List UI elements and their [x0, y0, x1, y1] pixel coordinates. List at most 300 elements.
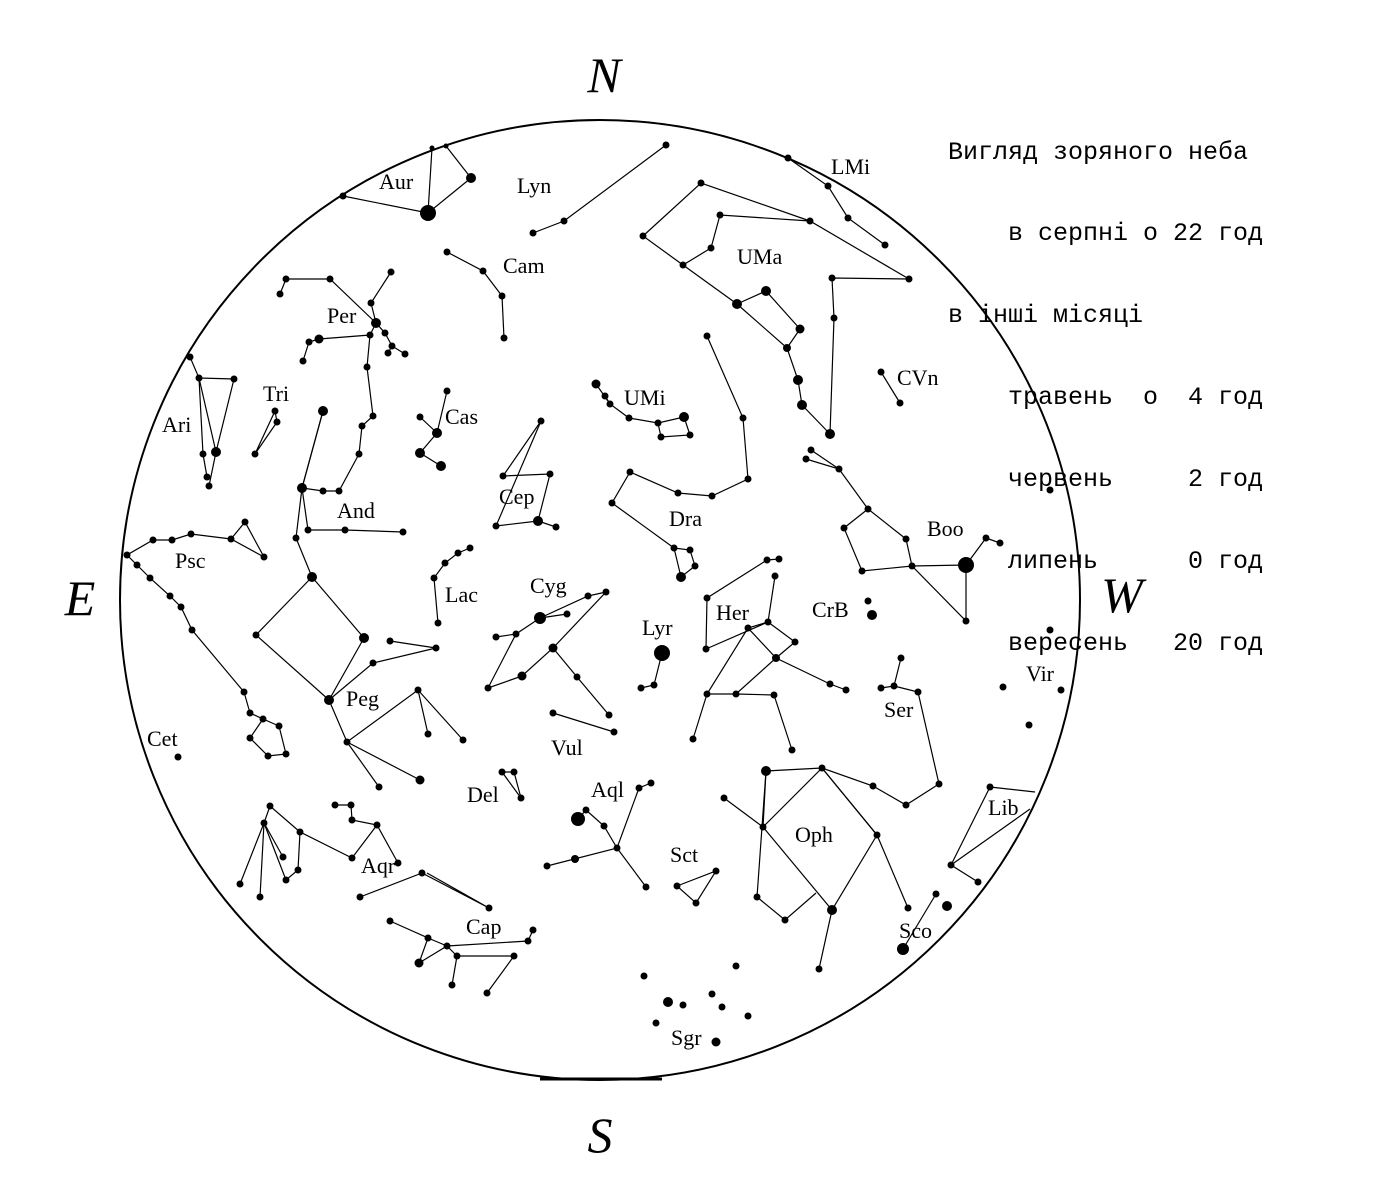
- star: [891, 683, 898, 690]
- label-vul: Vul: [551, 735, 583, 760]
- star: [933, 891, 940, 898]
- star: [942, 901, 952, 911]
- star: [500, 473, 507, 480]
- star: [601, 823, 608, 830]
- star: [449, 982, 456, 989]
- star: [761, 766, 771, 776]
- star: [242, 519, 249, 526]
- star: [454, 953, 461, 960]
- star: [574, 674, 581, 681]
- constellation-line: [302, 335, 373, 491]
- star: [348, 802, 355, 809]
- label-sgr: Sgr: [671, 1025, 702, 1050]
- star: [975, 879, 982, 886]
- star: [276, 723, 283, 730]
- star: [583, 807, 590, 814]
- constellation-line: [360, 873, 489, 908]
- star: [370, 660, 377, 667]
- constellation-line: [547, 848, 646, 887]
- star: [614, 845, 621, 852]
- star: [167, 593, 174, 600]
- star: [387, 638, 394, 645]
- star: [395, 860, 402, 867]
- star: [485, 685, 492, 692]
- label-dra: Dra: [669, 506, 702, 531]
- star: [460, 737, 467, 744]
- star: [836, 466, 843, 473]
- star: [592, 380, 601, 389]
- label-vir: Vir: [1026, 661, 1055, 686]
- star: [247, 735, 254, 742]
- label-and: And: [337, 498, 375, 523]
- star: [845, 215, 852, 222]
- star: [898, 655, 905, 662]
- star: [327, 276, 334, 283]
- star: [793, 375, 803, 385]
- constellation-line: [811, 450, 839, 469]
- star: [416, 776, 425, 785]
- star: [387, 918, 394, 925]
- star: [261, 554, 268, 561]
- star: [435, 620, 442, 627]
- constellation-line: [748, 622, 846, 690]
- horizon-circle: [120, 120, 1080, 1080]
- star: [300, 358, 307, 365]
- direction-east: E: [64, 570, 96, 626]
- constellation-line: [819, 835, 877, 969]
- star: [280, 854, 287, 861]
- label-lib: Lib: [988, 795, 1019, 820]
- constellation-line: [763, 768, 908, 908]
- label-lyn: Lyn: [517, 173, 552, 198]
- star: [134, 562, 141, 569]
- star: [909, 563, 916, 570]
- star: [825, 429, 835, 439]
- label-umi: UMi: [624, 385, 666, 410]
- star: [807, 218, 814, 225]
- star: [602, 393, 609, 400]
- star: [703, 646, 710, 653]
- star: [803, 456, 810, 463]
- star: [511, 953, 518, 960]
- star: [761, 286, 771, 296]
- star: [493, 523, 500, 530]
- info-line-5: червень 2 год: [948, 465, 1264, 495]
- constellation-line: [736, 694, 792, 750]
- label-tri: Tri: [263, 381, 290, 406]
- star: [643, 884, 650, 891]
- star: [277, 291, 284, 298]
- star: [903, 536, 910, 543]
- star: [359, 423, 366, 430]
- star: [241, 689, 248, 696]
- star: [680, 262, 687, 269]
- star: [425, 731, 432, 738]
- star: [831, 315, 838, 322]
- star: [364, 364, 371, 371]
- stars: [124, 142, 1065, 1047]
- constellation-line: [209, 452, 216, 486]
- star: [704, 333, 711, 340]
- star: [320, 488, 327, 495]
- star: [332, 802, 339, 809]
- star: [740, 415, 747, 422]
- star: [376, 784, 383, 791]
- label-sco: Sco: [899, 918, 932, 943]
- star: [525, 938, 532, 945]
- star: [324, 695, 334, 705]
- star: [906, 276, 913, 283]
- star: [638, 685, 645, 692]
- constellation-line: [260, 823, 264, 897]
- constellation-line: [240, 806, 300, 884]
- star: [344, 739, 351, 746]
- star: [196, 375, 203, 382]
- star: [987, 784, 994, 791]
- star: [776, 556, 783, 563]
- star: [538, 418, 545, 425]
- star: [265, 753, 272, 760]
- label-cet: Cet: [147, 726, 178, 751]
- star: [878, 369, 885, 376]
- star: [808, 447, 815, 454]
- star: [789, 747, 796, 754]
- label-lac: Lac: [445, 582, 478, 607]
- star: [204, 474, 211, 481]
- star: [368, 300, 375, 307]
- star: [382, 330, 389, 337]
- star: [466, 173, 476, 183]
- star: [651, 682, 658, 689]
- constellation-line: [951, 787, 990, 882]
- star: [687, 432, 694, 439]
- direction-west: W: [1101, 567, 1143, 623]
- star: [257, 894, 264, 901]
- star: [721, 795, 728, 802]
- star: [733, 691, 740, 698]
- label-del: Del: [467, 782, 499, 807]
- star: [150, 537, 157, 544]
- star: [692, 563, 699, 570]
- star: [607, 401, 614, 408]
- star: [772, 654, 780, 662]
- info-line-2: в серпні о 22 год: [948, 219, 1264, 249]
- label-cyg: Cyg: [530, 573, 567, 598]
- star: [547, 471, 554, 478]
- constellation-line: [677, 871, 716, 903]
- constellation-line: [296, 411, 323, 577]
- label-crb: CrB: [812, 597, 849, 622]
- star: [676, 572, 686, 582]
- star: [340, 193, 347, 200]
- star: [283, 751, 290, 758]
- star: [760, 824, 767, 831]
- star: [663, 142, 670, 149]
- star: [499, 769, 506, 776]
- star: [388, 269, 395, 276]
- label-ari: Ari: [162, 412, 192, 437]
- star: [905, 905, 912, 912]
- star: [305, 527, 312, 534]
- star: [655, 420, 662, 427]
- star: [1000, 684, 1007, 691]
- star: [385, 350, 392, 357]
- star: [425, 935, 432, 942]
- star: [903, 802, 910, 809]
- constellation-line: [553, 648, 609, 715]
- info-line-3: в інші місяці: [948, 301, 1144, 331]
- star: [878, 685, 885, 692]
- star: [732, 299, 742, 309]
- star: [709, 493, 716, 500]
- star: [709, 991, 716, 998]
- constellation-line: [418, 690, 428, 734]
- star: [745, 1013, 752, 1020]
- star: [530, 927, 537, 934]
- star: [936, 781, 943, 788]
- label-psc: Psc: [175, 548, 206, 573]
- star: [486, 905, 493, 912]
- star: [785, 155, 792, 162]
- star: [843, 687, 850, 694]
- star: [874, 832, 881, 839]
- star: [782, 917, 789, 924]
- constellation-lines: [127, 145, 1035, 993]
- label-ser: Ser: [884, 697, 914, 722]
- star: [687, 547, 694, 554]
- star: [690, 736, 697, 743]
- star: [189, 627, 196, 634]
- star: [627, 469, 634, 476]
- star: [915, 689, 922, 696]
- label-cas: Cas: [445, 404, 478, 429]
- star: [671, 545, 678, 552]
- constellation-line: [612, 336, 748, 577]
- star: [370, 413, 377, 420]
- constellation-line: [533, 145, 666, 233]
- star: [147, 575, 154, 582]
- constellation-line: [488, 592, 606, 688]
- star: [415, 448, 425, 458]
- star: [400, 529, 407, 536]
- star: [611, 729, 618, 736]
- info-line-1: Вигляд зоряного неба: [948, 137, 1249, 167]
- star: [564, 611, 571, 618]
- constellation-line: [347, 742, 379, 787]
- star: [606, 712, 613, 719]
- star: [178, 604, 185, 611]
- star: [188, 531, 195, 538]
- label-sct: Sct: [670, 842, 699, 867]
- star: [501, 335, 508, 342]
- star: [530, 230, 537, 237]
- star: [648, 780, 655, 787]
- star: [719, 1004, 726, 1011]
- star: [187, 354, 194, 361]
- star: [417, 414, 424, 421]
- star: [827, 681, 834, 688]
- star: [733, 963, 740, 970]
- constellation-line: [881, 658, 901, 688]
- star: [371, 318, 381, 328]
- star: [561, 218, 568, 225]
- star: [765, 619, 772, 626]
- star: [231, 376, 238, 383]
- star: [658, 434, 665, 441]
- star: [420, 205, 436, 221]
- star: [518, 672, 527, 681]
- star: [948, 862, 955, 869]
- star: [293, 535, 300, 542]
- star: [336, 488, 343, 495]
- star: [708, 245, 715, 252]
- label-lmi: LMi: [831, 154, 871, 179]
- label-aur: Aur: [379, 169, 414, 194]
- star: [571, 855, 579, 863]
- star: [356, 451, 363, 458]
- star: [865, 506, 872, 513]
- label-cap: Cap: [466, 914, 502, 939]
- star: [419, 870, 426, 877]
- star: [533, 516, 543, 526]
- direction-south: S: [587, 1107, 613, 1163]
- star: [415, 959, 424, 968]
- star: [603, 589, 610, 596]
- constellation-line: [428, 148, 432, 213]
- star: [680, 1002, 687, 1009]
- star: [841, 525, 848, 532]
- star: [306, 339, 313, 346]
- label-uma: UMa: [737, 244, 783, 269]
- star: [274, 419, 281, 426]
- star: [260, 716, 267, 723]
- star: [261, 820, 268, 827]
- star: [247, 710, 254, 717]
- constellation-line: [502, 772, 521, 798]
- star: [211, 447, 221, 457]
- star: [444, 388, 451, 395]
- star: [283, 877, 290, 884]
- constellation-line: [990, 787, 1035, 792]
- star: [342, 527, 349, 534]
- star: [484, 990, 491, 997]
- star: [349, 855, 356, 862]
- star: [640, 233, 647, 240]
- constellation-line: [347, 742, 420, 780]
- star: [444, 249, 451, 256]
- star: [796, 325, 805, 334]
- star: [374, 822, 381, 829]
- star: [585, 593, 592, 600]
- constellation-line: [264, 823, 352, 880]
- star: [792, 639, 799, 646]
- star: [499, 293, 506, 300]
- star: [704, 595, 711, 602]
- star: [252, 451, 259, 458]
- constellation-line: [553, 713, 614, 732]
- star: [859, 568, 866, 575]
- star: [415, 687, 422, 694]
- label-cep: Cep: [499, 484, 535, 509]
- star: [455, 550, 462, 557]
- star: [549, 644, 558, 653]
- star: [641, 973, 648, 980]
- star: [653, 1020, 660, 1027]
- label-her: Her: [716, 600, 749, 625]
- star: [432, 428, 442, 438]
- constellation-line: [428, 938, 514, 993]
- star: [544, 863, 551, 870]
- info-text: [948, 84, 1263, 685]
- label-boo: Boo: [927, 516, 964, 541]
- label-per: Per: [327, 303, 357, 328]
- star: [713, 868, 720, 875]
- constellation-line: [707, 622, 795, 694]
- star: [870, 783, 877, 790]
- info-line-6: липень 0 год: [948, 547, 1264, 577]
- star: [745, 625, 752, 632]
- star: [609, 500, 616, 507]
- star: [367, 332, 374, 339]
- star: [897, 943, 909, 955]
- star: [829, 275, 836, 282]
- star: [297, 483, 307, 493]
- star: [571, 812, 585, 826]
- star: [754, 894, 761, 901]
- constellation-line: [787, 278, 909, 434]
- constellation-line: [447, 252, 504, 338]
- star: [816, 966, 823, 973]
- constellation-line: [335, 805, 377, 858]
- star: [897, 400, 904, 407]
- star: [430, 146, 435, 151]
- star: [717, 212, 724, 219]
- label-aqr: Aqr: [361, 853, 396, 878]
- star: [267, 803, 274, 810]
- star: [389, 343, 396, 350]
- star: [436, 461, 446, 471]
- star: [467, 545, 474, 552]
- star: [359, 633, 369, 643]
- star: [783, 344, 791, 352]
- star: [444, 144, 449, 149]
- star: [704, 691, 711, 698]
- constellation-line: [256, 577, 364, 700]
- label-cam: Cam: [503, 253, 545, 278]
- star: [357, 894, 364, 901]
- star: [228, 536, 235, 543]
- star: [295, 867, 302, 874]
- constellation-line: [683, 265, 800, 348]
- star: [272, 408, 279, 415]
- star: [297, 829, 304, 836]
- constellation-line: [264, 823, 283, 857]
- star: [175, 754, 182, 761]
- direction-north: N: [587, 47, 621, 103]
- star: [553, 524, 560, 531]
- label-lyr: Lyr: [642, 615, 673, 640]
- star: [169, 537, 176, 544]
- star: [493, 634, 500, 641]
- star: [534, 612, 546, 624]
- star: [867, 610, 877, 620]
- star: [693, 900, 700, 907]
- star: [402, 351, 409, 358]
- star: [480, 268, 487, 275]
- info-line-7: вересень 20 год: [948, 628, 1264, 658]
- constellation-line: [190, 357, 234, 477]
- star: [513, 631, 520, 638]
